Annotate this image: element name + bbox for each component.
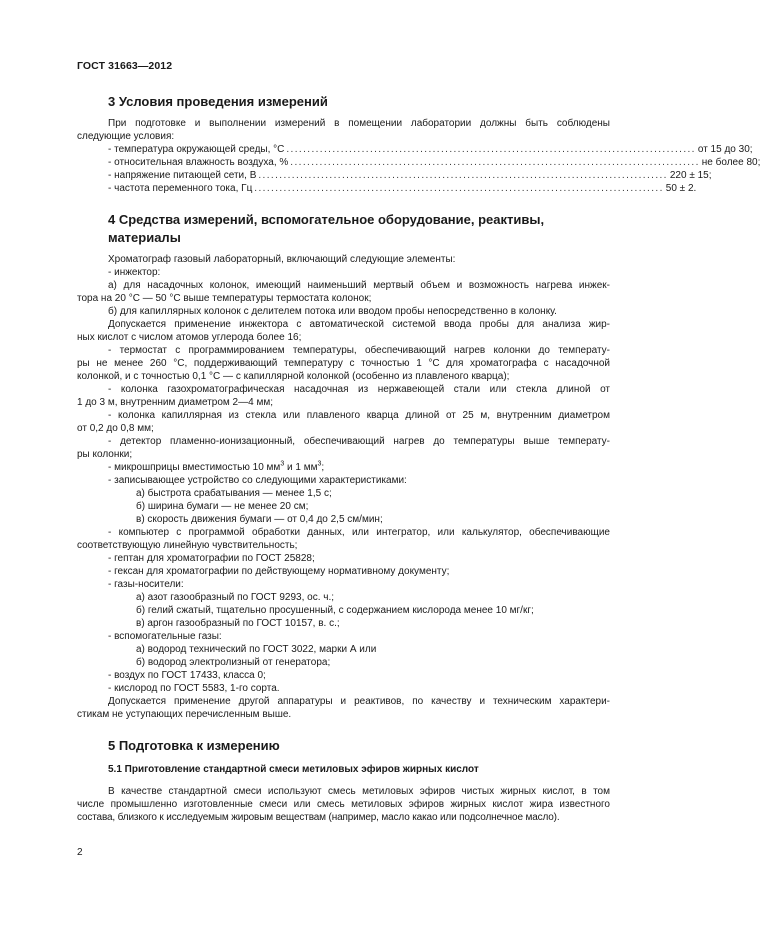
s4-line: - инжектор:: [108, 267, 161, 278]
s4-line: Допускается применение инжектора с автоматической системой ввода пробы для анализа жир-: [108, 319, 610, 330]
condition-value: от 15 до 30;: [697, 144, 753, 155]
condition-frequency: [108, 182, 697, 195]
s4-line: колонкой, и с точностью 0,1 °С — с капиллярной колонкой (особенно из плавленого кварца);: [77, 371, 510, 382]
subsection-5-1-title: 5.1 Приготовление стандартной смеси метиловых эфиров жирных кислот: [108, 764, 479, 775]
s3-intro-line-1: При подготовке и выполнении измерений в помещении лаборатории должны быть соблюдены: [108, 118, 610, 129]
s4-line: - термостат с программированием температуры, обеспечивающий нагрев колонки до температу-: [108, 345, 610, 356]
s4-line: б) водород электролизный от генератора;: [136, 657, 331, 668]
s4-line: ры колонки;: [77, 449, 133, 460]
s4-line: - гептан для хроматографии по ГОСТ 25828;: [108, 553, 315, 564]
condition-label: - температура окружающей среды, °С: [108, 144, 285, 155]
leader-dots: ..................................................................................................: [286, 144, 696, 155]
condition-voltage: [108, 169, 712, 182]
s4-line: - газы-носители:: [108, 579, 184, 590]
condition-humidity: [108, 156, 760, 169]
s4-line: - вспомогательные газы:: [108, 631, 222, 642]
s4-line: - колонка газохроматографическая насадочная из нержавеющей стали или стекла длиной от: [108, 384, 610, 395]
s4-line: Допускается применение другой аппаратуры и реактивов, по качеству и техническим характери-: [108, 696, 610, 707]
section-3-title: 3 Условия проведения измерений: [108, 94, 328, 109]
s4-line: стикам не уступающих перечисленным выше.: [77, 709, 292, 720]
condition-value: не более 80;: [701, 157, 760, 168]
s4-line: - воздух по ГОСТ 17433, класса 0;: [108, 670, 266, 681]
section-4-title-line-2: материалы: [108, 230, 181, 245]
leader-dots: ..................................................................................................: [254, 183, 664, 194]
s4-line: - гексан для хроматографии по действующему нормативному документу;: [108, 566, 450, 577]
s4-line: от 0,2 до 0,8 мм;: [77, 423, 154, 434]
s4-line: а) для насадочных колонок, имеющий наименьший мертвый объем и возможность нагрева инжек-: [108, 280, 610, 291]
s4-line-microsyringes: - микрошприцы вместимостью 10 $мм^3$ и 1 $мм^3$;: [108, 460, 325, 473]
s4-line: - кислород по ГОСТ 5583, 1-го сорта.: [108, 683, 280, 694]
s4-line: тора на 20 °С — 50 °С выше температуры термостата колонок;: [77, 293, 372, 304]
s4-line: а) азот газообразный по ГОСТ 9293, ос. ч.;: [136, 592, 335, 603]
condition-label: - относительная влажность воздуха, %: [108, 157, 289, 168]
condition-temperature: [108, 143, 753, 156]
s4-line: - компьютер с программой обработки данных, или интегратор, или калькулятор, обеспечивающие: [108, 527, 610, 538]
s4-line: соответствующую линейную чувствительность;: [77, 540, 298, 551]
condition-label: - частота переменного тока, Гц: [108, 183, 253, 194]
s4-line: 1 до 3 м, внутренним диаметром 2—4 мм;: [77, 397, 273, 408]
s5-paragraph-line: В качестве стандартной смеси используют смесь метиловых эфиров чистых жирных кислот, в том: [108, 786, 610, 797]
s5-paragraph-line: состава, близкого к исследуемым жировым веществам (например, масло какао или подсолнечное масло).: [77, 812, 560, 823]
page-number: 2: [77, 847, 83, 858]
section-4-title-line-1: 4 Средства измерений, вспомогательное оборудование, реактивы,: [108, 212, 545, 227]
leader-dots: ..................................................................................................: [290, 157, 700, 168]
s4-line: - колонка капиллярная из стекла или плавленого кварца длиной от 25 м, внутренним диаметром: [108, 410, 610, 421]
s4-line: а) водород технический по ГОСТ 3022, марки А или: [136, 644, 377, 655]
s4-line: в) скорость движения бумаги — от 0,4 до 2,5 см/мин;: [136, 514, 383, 525]
document-header: ГОСТ 31663—2012: [77, 60, 173, 72]
s4-line: ных кислот с числом атомов углерода более 16;: [77, 332, 302, 343]
s4-line: а) быстрота срабатывания — менее 1,5 с;: [136, 488, 332, 499]
s5-paragraph-line: числе промышленно изготовленные смеси или смесь метиловых эфиров жирных кислот жира известного: [77, 799, 610, 810]
s4-line: - детектор пламенно-ионизационный, обеспечивающий нагрев до температуры выше температу-: [108, 436, 610, 447]
s4-line: б) ширина бумаги — не менее 20 см;: [136, 501, 309, 512]
s4-line: б) гелий сжатый, тщательно просушенный, с содержанием кислорода менее 10 мг/кг;: [136, 605, 534, 616]
s4-line: б) для капиллярных колонок с делителем потока или вводом пробы непосредственно в колонку.: [108, 306, 557, 317]
condition-value: 50 ± 2.: [665, 183, 697, 194]
condition-label: - напряжение питающей сети, В: [108, 170, 257, 181]
leader-dots: ..................................................................................................: [258, 170, 668, 181]
s4-line: Хроматограф газовый лабораторный, включающий следующие элементы:: [108, 254, 456, 265]
condition-value: 220 ± 15;: [669, 170, 712, 181]
section-5-title: 5 Подготовка к измерению: [108, 738, 280, 753]
s4-line: в) аргон газообразный по ГОСТ 10157, в. с.;: [136, 618, 340, 629]
s4-line: - записывающее устройство со следующими характеристиками:: [108, 475, 407, 486]
s3-intro-line-2: следующие условия:: [77, 131, 175, 142]
s4-line: ры не менее 260 °С, поддерживающий температуру с точностью 1 °С для хроматографа с насадочной: [77, 358, 610, 369]
